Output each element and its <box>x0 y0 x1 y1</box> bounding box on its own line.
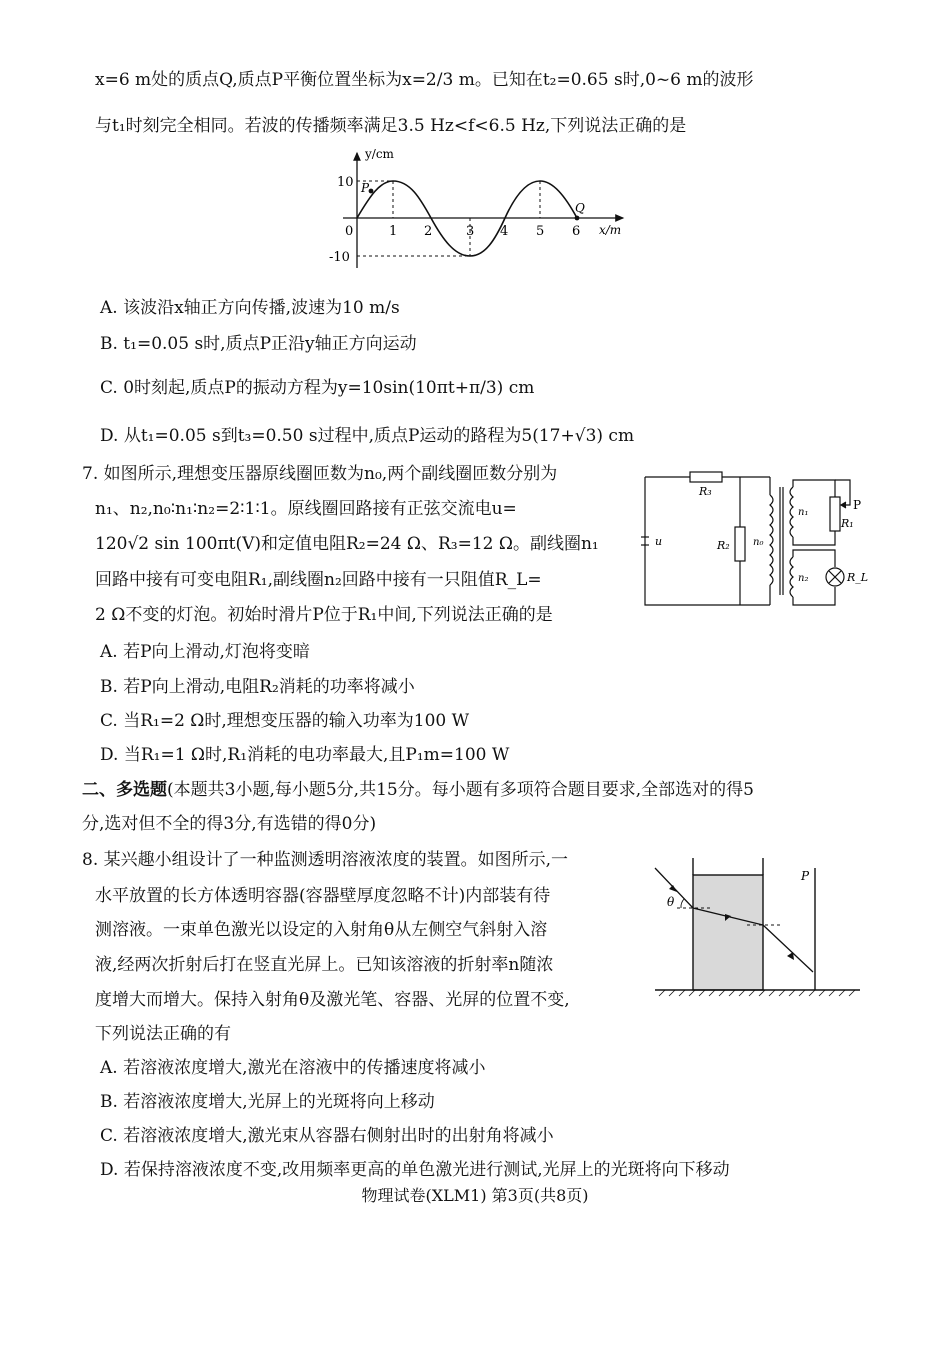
label-r3: R₃ <box>699 485 712 498</box>
resistor-r2 <box>735 527 745 561</box>
x-tick-1: 1 <box>389 224 398 239</box>
q7-option-b: B. 若P向上滑动,电阻R₂消耗的功率将减小 <box>100 677 415 697</box>
point-q <box>575 216 580 221</box>
label-n2: n₂ <box>798 573 809 584</box>
point-p <box>369 189 374 194</box>
coil-n2 <box>790 557 793 597</box>
circuit-diagram <box>635 465 869 615</box>
q7-option-a: A. 若P向上滑动,灯泡将变暗 <box>100 642 310 662</box>
q6-option-c: C. 0时刻起,质点P的振动方程为y=10sin(10πt+π/3) cm <box>100 378 535 398</box>
q7-line-2: n₁、n₂,n₀∶n₁∶n₂=2∶1∶1。原线圈回路接有正弦交流电u= <box>95 499 517 519</box>
label-n1: n₁ <box>798 507 809 518</box>
q6-option-b: B. t₁=0.05 s时,质点P正沿y轴正方向运动 <box>100 334 417 354</box>
x-tick-4: 4 <box>500 224 509 239</box>
section-2-heading <box>82 778 754 802</box>
page-footer: 物理试卷(XLM1) 第3页(共8页) <box>361 1186 589 1205</box>
q6-option-d: D. 从t₁=0.05 s到t₃=0.50 s过程中,质点P运动的路程为5(17+√3) cm <box>100 426 635 446</box>
wave-graph <box>325 148 630 273</box>
y-tick-neg10: -10 <box>329 250 350 265</box>
section-2-rules: (本题共3小题,每小题5分,共15分。每小题有多项符合题目要求,全部选对的得5 <box>167 780 754 800</box>
label-theta: θ <box>667 895 675 909</box>
x-tick-5: 5 <box>536 224 545 239</box>
q6-option-a: A. 该波沿x轴正方向传播,波速为10 m/s <box>100 298 400 318</box>
q8-line-5: 度增大而增大。保持入射角θ及激光笔、容器、光屏的位置不变, <box>95 990 570 1010</box>
label-u: u <box>655 535 663 548</box>
q8-line-6: 下列说法正确的有 <box>95 1024 231 1044</box>
container <box>693 875 763 990</box>
optics-figure <box>655 850 860 1000</box>
q8-line-3: 测溶液。一束单色激光以设定的入射角θ从左侧空气斜射入溶 <box>95 920 548 940</box>
resistor-r3 <box>690 472 722 482</box>
x-tick-3: 3 <box>466 224 475 239</box>
resistor-r1 <box>830 497 840 531</box>
q8-option-a: A. 若溶液浓度增大,激光在溶液中的传播速度将减小 <box>100 1058 486 1078</box>
x-tick-0: 0 <box>345 224 354 239</box>
y-tick-10: 10 <box>337 175 354 190</box>
label-n0: n₀ <box>753 537 764 548</box>
label-p: P <box>361 181 370 195</box>
q7-option-d: D. 当R₁=1 Ω时,R₁消耗的电功率最大,且P₁m=100 W <box>100 745 510 765</box>
q8-line-1: 8. 某兴趣小组设计了一种监测透明溶液浓度的装置。如图所示,一 <box>82 850 569 870</box>
q8-line-2: 水平放置的长方体透明容器(容器壁厚度忽略不计)内部装有待 <box>95 886 551 906</box>
q7-line-3: 120√2 sin 100πt(V)和定值电阻R₂=24 Ω、R₃=12 Ω。副线圈n₁ <box>95 534 599 554</box>
q6-line-1: x=6 m处的质点Q,质点P平衡位置坐标为x=2/3 m。已知在t₂=0.65 s时,0~6 m的波形 <box>95 70 754 90</box>
x-axis-label: x/m <box>599 223 622 237</box>
label-r2: R₂ <box>717 539 730 552</box>
q8-option-b: B. 若溶液浓度增大,光屏上的光斑将向上移动 <box>100 1092 435 1112</box>
q8-line-4: 液,经两次折射后打在竖直光屏上。已知该溶液的折射率n随浓 <box>95 955 554 975</box>
section-2-title: 二、多选题 <box>82 780 167 800</box>
section-2-rules-line-2: 分,选对但不全的得3分,有选错的得0分) <box>82 814 377 834</box>
coil-n1 <box>790 487 793 537</box>
q7-line-4: 回路中接有可变电阻R₁,副线圈n₂回路中接有一只阻值R_L= <box>95 570 542 590</box>
q8-option-c: C. 若溶液浓度增大,激光束从容器右侧射出时的出射角将减小 <box>100 1126 554 1146</box>
q8-option-d: D. 若保持溶液浓度不变,改用频率更高的单色激光进行测试,光屏上的光斑将向下移动 <box>100 1160 730 1180</box>
q7-line-5: 2 Ω不变的灯泡。初始时滑片P位于R₁中间,下列说法正确的是 <box>95 605 553 625</box>
label-r1: R₁ <box>841 517 854 530</box>
x-tick-6: 6 <box>572 224 581 239</box>
label-screen-p: P <box>801 869 810 883</box>
label-p-slider: P <box>853 498 862 512</box>
y-axis-label: y/cm <box>365 147 394 161</box>
label-rl: R_L <box>847 571 869 584</box>
q7-option-c: C. 当R₁=2 Ω时,理想变压器的输入功率为100 W <box>100 711 470 731</box>
coil-n0 <box>770 495 773 585</box>
label-q: Q <box>575 201 585 215</box>
q6-line-2: 与t₁时刻完全相同。若波的传播频率满足3.5 Hz<f<6.5 Hz,下列说法正确的是 <box>95 116 687 136</box>
q7-line-1: 7. 如图所示,理想变压器原线圈匝数为n₀,两个副线圈匝数分别为 <box>82 464 558 484</box>
x-tick-2: 2 <box>424 224 433 239</box>
